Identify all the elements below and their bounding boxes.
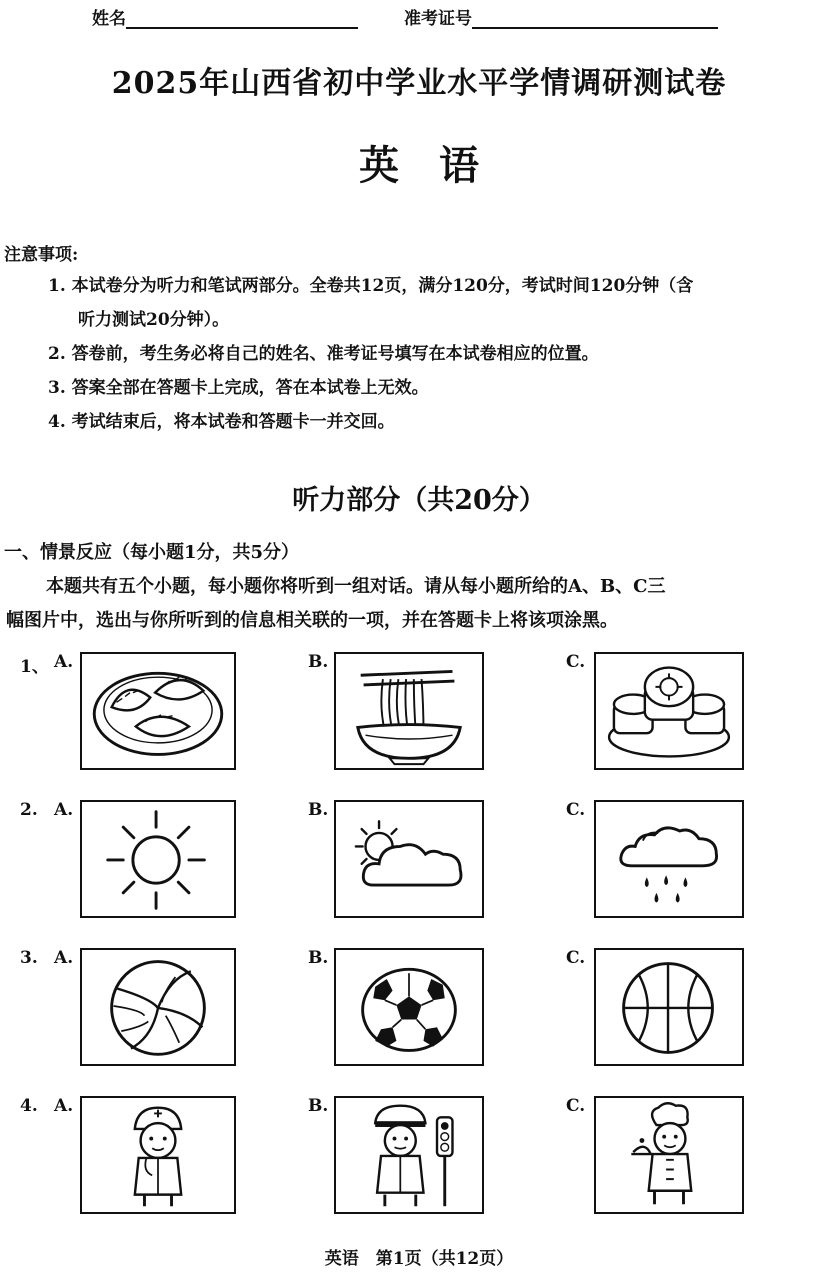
question-number-2: 2. bbox=[20, 800, 38, 820]
q1-option-a-label: A. bbox=[54, 652, 74, 672]
basketball-icon bbox=[596, 950, 742, 1064]
page-footer: 英语 第1页（共12页） bbox=[324, 1249, 514, 1269]
question-number-4: 4. bbox=[20, 1096, 38, 1116]
name-label: 姓名 bbox=[92, 9, 126, 29]
q2-option-b-label: B. bbox=[308, 800, 329, 820]
doctor-icon bbox=[82, 1098, 234, 1212]
notice-item-1-cont: 听力测试20分钟）。 bbox=[78, 310, 230, 330]
soccer-ball-icon bbox=[336, 950, 482, 1064]
q1-option-c-label: C. bbox=[566, 652, 586, 672]
name-field[interactable] bbox=[92, 4, 358, 29]
q3-option-b-label: B. bbox=[308, 948, 329, 968]
rain-icon bbox=[596, 802, 742, 916]
cloudy-icon bbox=[336, 802, 482, 916]
q4-option-b-label: B. bbox=[308, 1096, 329, 1116]
question-number-3: 3. bbox=[20, 948, 38, 968]
noodles-icon bbox=[336, 654, 482, 768]
exam-number-label: 准考证号 bbox=[404, 9, 472, 29]
instruction-line-2: 幅图片中，选出与你所听到的信息相关联的一项，并在答题卡上将该项涂黑。 bbox=[6, 610, 618, 631]
traffic-police-picture[interactable] bbox=[334, 1096, 484, 1214]
exam-number-field[interactable] bbox=[404, 4, 718, 29]
dumplings-picture[interactable] bbox=[80, 652, 236, 770]
q2-option-a-label: A. bbox=[54, 800, 74, 820]
rain-picture[interactable] bbox=[594, 800, 744, 918]
instruction-line-1: 本题共有五个小题，每小题你将听到一组对话。请从每小题所给的A、B、C三 bbox=[46, 576, 666, 597]
subject-title: 英 语 bbox=[359, 142, 479, 189]
q3-option-a-label: A. bbox=[54, 948, 74, 968]
traffic-police-icon bbox=[336, 1098, 482, 1212]
q4-option-a-label: A. bbox=[54, 1096, 74, 1116]
sun-picture[interactable] bbox=[80, 800, 236, 918]
notice-item-4: 4. 考试结束后，将本试卷和答题卡一并交回。 bbox=[48, 412, 395, 432]
exam-title: 2025年山西省初中学业水平学情调研测试卷 bbox=[111, 66, 727, 101]
noodles-picture[interactable] bbox=[334, 652, 484, 770]
notice-item-1: 1. 本试卷分为听力和笔试两部分。全卷共12页，满分120分，考试时间120分钟（含 bbox=[48, 276, 694, 296]
listening-section-title: 听力部分（共20分） bbox=[292, 485, 546, 516]
mooncakes-picture[interactable] bbox=[594, 652, 744, 770]
basketball-picture[interactable] bbox=[594, 948, 744, 1066]
notice-heading: 注意事项: bbox=[4, 245, 79, 265]
exam-number-underline bbox=[472, 9, 718, 29]
doctor-picture[interactable] bbox=[80, 1096, 236, 1214]
q4-option-c-label: C. bbox=[566, 1096, 586, 1116]
name-underline bbox=[126, 9, 358, 29]
mooncakes-icon bbox=[596, 654, 742, 768]
sun-icon bbox=[82, 802, 234, 916]
notice-item-2: 2. 答卷前，考生务必将自己的姓名、准考证号填写在本试卷相应的位置。 bbox=[48, 344, 599, 364]
q2-option-c-label: C. bbox=[566, 800, 586, 820]
volleyball-picture[interactable] bbox=[80, 948, 236, 1066]
cook-picture[interactable] bbox=[594, 1096, 744, 1214]
cloudy-picture[interactable] bbox=[334, 800, 484, 918]
dumplings-icon bbox=[82, 654, 234, 768]
q1-option-b-label: B. bbox=[308, 652, 329, 672]
notice-item-3: 3. 答案全部在答题卡上完成，答在本试卷上无效。 bbox=[48, 378, 429, 398]
soccer-ball-picture[interactable] bbox=[334, 948, 484, 1066]
volleyball-icon bbox=[82, 950, 234, 1064]
cook-icon bbox=[596, 1098, 742, 1212]
q3-option-c-label: C. bbox=[566, 948, 586, 968]
question-number-1: 1、 bbox=[20, 657, 49, 677]
part1-title: 一、情景反应（每小题1分，共5分） bbox=[4, 542, 300, 563]
